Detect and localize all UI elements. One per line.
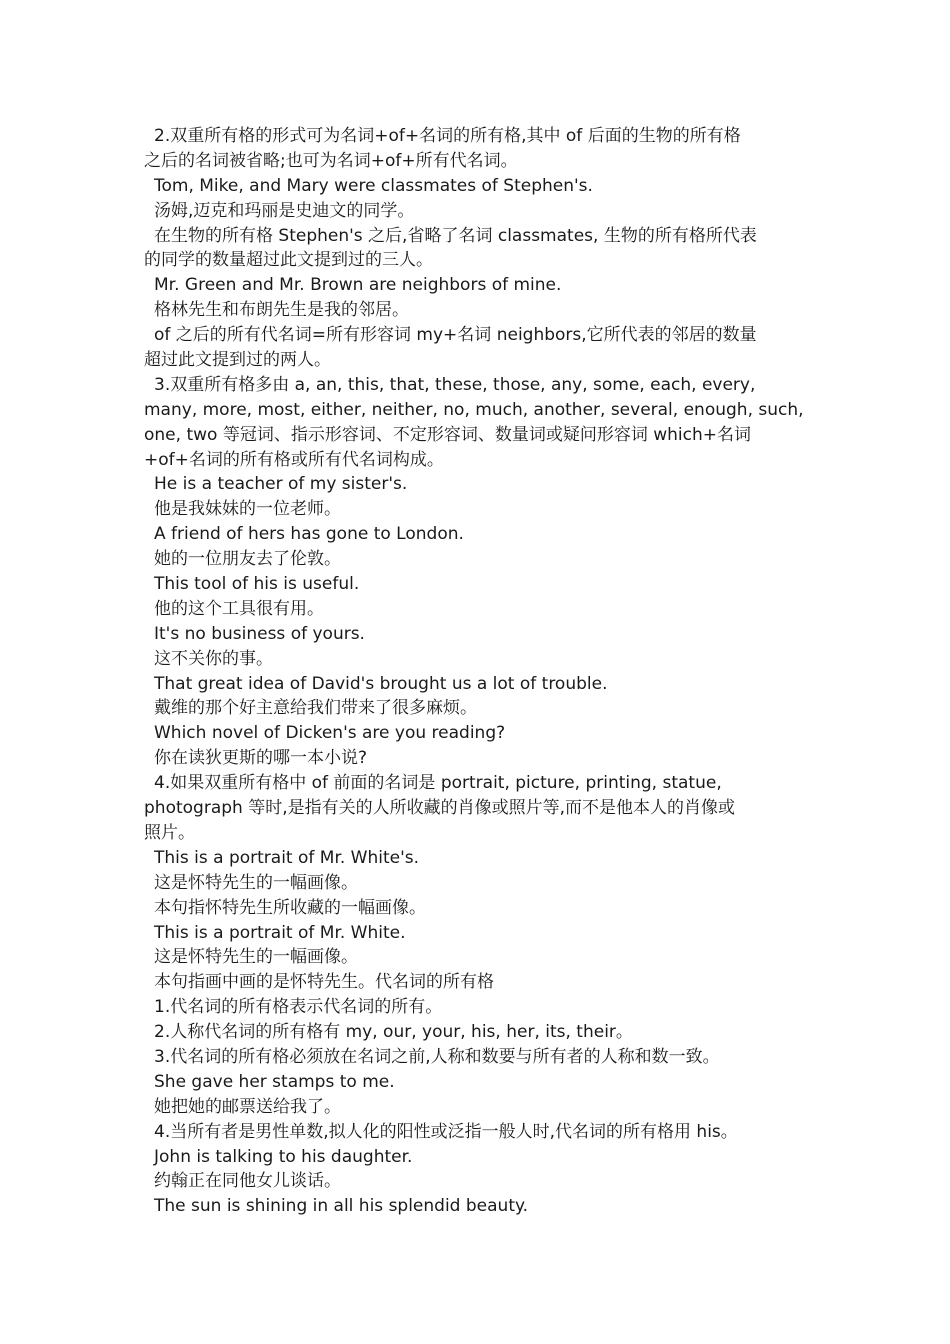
text-line: She gave her stamps to me.: [154, 1071, 395, 1092]
text-line: He is a teacher of my sister's.: [154, 474, 408, 495]
text-line: 这是怀特先生的一幅画像。: [154, 872, 358, 893]
text-line: 这不关你的事。: [154, 648, 273, 669]
text-line: 3.双重所有格多由 a, an, this, that, these, those, any, some, each, every,: [154, 374, 756, 395]
text-line: 的同学的数量超过此文提到过的三人。: [144, 250, 433, 271]
text-line: photograph 等时,是指有关的人所收藏的肖像或照片等,而不是他本人的肖像或: [144, 798, 736, 819]
text-line: 她把她的邮票送给我了。: [154, 1096, 341, 1117]
text-line: 照片。: [144, 822, 195, 843]
text-line: A friend of hers has gone to London.: [154, 524, 464, 545]
text-line: 他是我妹妹的一位老师。: [154, 499, 341, 520]
text-line: That great idea of David's brought us a lot of trouble.: [154, 673, 608, 694]
text-line: 之后的名词被省略;也可为名词+of+所有代名词。: [144, 150, 518, 171]
text-line: 2.双重所有格的形式可为名词+of+名词的所有格,其中 of 后面的生物的所有格: [154, 126, 741, 146]
text-line: 2.人称代名词的所有格有 my, our, your, his, her, its, their。: [154, 1022, 633, 1043]
text-line: The sun is shining in all his splendid beauty.: [154, 1196, 529, 1217]
text-line: This tool of his is useful.: [154, 574, 360, 595]
text-line: 本句指画中画的是怀特先生。代名词的所有格: [154, 972, 494, 993]
text-line: 戴维的那个好主意给我们带来了很多麻烦。: [154, 698, 477, 719]
text-line: 她的一位朋友去了伦敦。: [154, 549, 341, 570]
text-line: Tom, Mike, and Mary were classmates of Stephen's.: [154, 175, 593, 196]
text-line: one, two 等冠词、指示形容词、不定形容词、数量词或疑问形容词 which+名词: [144, 424, 751, 445]
text-line: This is a portrait of Mr. White's.: [154, 847, 420, 868]
text-line: 他的这个工具很有用。: [154, 598, 324, 619]
text-line: 你在读狄更斯的哪一本小说?: [154, 748, 368, 769]
text-line: +of+名词的所有格或所有代名词构成。: [144, 449, 444, 470]
text-line: 这是怀特先生的一幅画像。: [154, 947, 358, 968]
text-line: Which novel of Dicken's are you reading?: [154, 723, 506, 744]
text-line: 本句指怀特先生所收藏的一幅画像。: [154, 897, 426, 918]
text-line: 在生物的所有格 Stephen's 之后,省略了名词 classmates, 生物的所有格所代表: [154, 225, 757, 246]
text-line: 约翰正在同他女儿谈话。: [154, 1171, 341, 1192]
text-line: This is a portrait of Mr. White.: [154, 922, 406, 943]
text-line: 3.代名词的所有格必须放在名词之前,人称和数要与所有者的人称和数一致。: [154, 1046, 720, 1067]
text-line: 格林先生和布朗先生是我的邻居。: [154, 300, 409, 321]
text-line: It's no business of yours.: [154, 623, 365, 644]
document-body: [144, 124, 808, 1219]
text-line: of 之后的所有代名词=所有形容词 my+名词 neighbors,它所代表的邻居的数量: [154, 325, 757, 346]
text-line: Mr. Green and Mr. Brown are neighbors of mine.: [154, 275, 562, 296]
text-line: 4.当所有者是男性单数,拟人化的阳性或泛指一般人时,代名词的所有格用 his。: [154, 1121, 738, 1142]
text-line: many, more, most, either, neither, no, much, another, several, enough, such,: [144, 399, 804, 420]
text-line: 4.如果双重所有格中 of 前面的名词是 portrait, picture, printing, statue,: [154, 773, 722, 794]
text-line: John is talking to his daughter.: [154, 1146, 413, 1167]
text-line: 超过此文提到过的两人。: [144, 350, 331, 371]
text-line: 1.代名词的所有格表示代名词的所有。: [154, 997, 443, 1018]
text-line: 汤姆,迈克和玛丽是史迪文的同学。: [154, 200, 415, 221]
